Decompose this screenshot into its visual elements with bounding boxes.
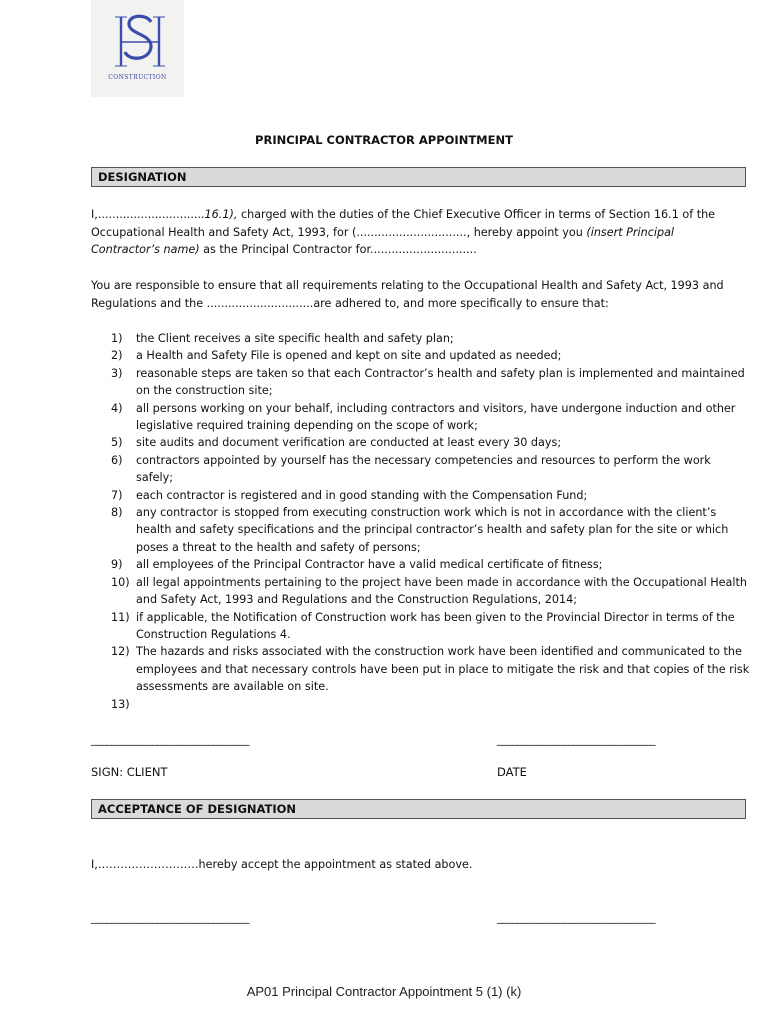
list-item-number: 1) <box>111 332 123 345</box>
list-item <box>91 487 751 504</box>
list-item <box>91 347 751 364</box>
list-item-text: all persons working on your behalf, including contractors and visitors, have undergone induction and other legislative required training depending on the scope of work; <box>136 401 736 433</box>
list-item <box>91 452 751 487</box>
acceptance-text: I,………………………hereby accept the appointment as stated above. <box>91 858 473 871</box>
designation-text-end: as the Principal Contractor for.............................. <box>199 243 477 256</box>
page-footer: AP01 Principal Contractor Appointment 5 (1) (k) <box>246 984 522 999</box>
list-item <box>91 556 751 573</box>
list-item-text: The hazards and risks associated with the construction work have been identified and communicated to the employees and that necessary controls have been put in place to mitigate the risk and that copies of the risk assessments are available on site. <box>136 645 750 694</box>
list-item-number: 11) <box>111 610 130 624</box>
list-item <box>91 574 751 609</box>
list-item-text: all legal appointments pertaining to the project have been made in accordance with the Occupational Health and Safety Act, 1993 and Regulations and the Construction Regulations, 2014; <box>136 575 748 607</box>
list-item-number: 6) <box>111 453 123 467</box>
designation-text-start: I,.............................. <box>91 208 205 221</box>
logo-caption: CONSTRUCTION <box>108 74 167 81</box>
client-signature-line: _______________________________ <box>91 733 250 746</box>
list-item <box>91 504 751 556</box>
designation-paragraph <box>91 206 746 259</box>
duties-list <box>91 330 751 711</box>
list-item-number: 4) <box>111 401 123 415</box>
list-item-number: 8) <box>111 506 123 520</box>
list-item <box>91 365 751 400</box>
list-item-text: any contractor is stopped from executing construction work which is not in accordance with the client’s health and safety specifications and the principal contractor’s health and safety plan for the site or which poses a threat to the health and safety of persons; <box>136 506 729 554</box>
list-item <box>91 434 751 451</box>
list-item-number: 7) <box>111 488 123 502</box>
list-item-text: contractors appointed by yourself has the necessary competencies and resources to perform the work safely; <box>136 453 711 485</box>
list-item-number: 13) <box>111 697 130 711</box>
list-item-number: 12) <box>111 645 130 659</box>
list-item <box>91 643 751 695</box>
list-item-number: 10) <box>111 575 130 589</box>
list-item <box>91 609 751 644</box>
list-item <box>91 400 751 435</box>
list-item-number: 9) <box>111 558 123 572</box>
list-item-text: if applicable, the Notification of Construction work has been given to the Provincial Director in terms of the Construction Regulations 4. <box>136 610 735 641</box>
designation-text-middle: charged with the duties of the Chief Executive Officer in terms of Section 16.1 of the Occupational Health and Safety Act, 1993, for (..............................., hereby appoint you <box>91 208 716 239</box>
list-item-text: a Health and Safety File is opened and kept on site and updated as needed; <box>136 349 562 363</box>
company-logo <box>91 0 184 97</box>
list-item-number: 3) <box>111 366 123 380</box>
shs-monogram-icon <box>91 0 184 97</box>
date-label: DATE <box>497 765 527 779</box>
list-item-text: reasonable steps are taken so that each Contractor’s health and safety plan is implemented and maintained on the construction site; <box>136 366 745 398</box>
list-item-text: site audits and document verification are conducted at least every 30 days; <box>136 436 562 450</box>
list-item-text: all employees of the Principal Contractor have a valid medical certificate of fitness; <box>136 558 603 572</box>
list-item-number: 5) <box>111 436 123 450</box>
list-item-text: the Client receives a site specific health and safety plan; <box>136 332 454 345</box>
designation-section-ref: 16.1), <box>204 208 238 221</box>
date-line: _______________________________ <box>497 733 656 746</box>
list-item-text: each contractor is registered and in good standing with the Compensation Fund; <box>136 488 588 502</box>
list-item <box>91 330 751 347</box>
designation-heading: DESIGNATION <box>91 167 746 187</box>
sign-client-label: SIGN: CLIENT <box>91 765 168 779</box>
designation-insert-name-note: (insert Principal Contractor’s name) <box>91 225 675 256</box>
document-title: PRINCIPAL CONTRACTOR APPOINTMENT <box>255 133 513 147</box>
responsibility-paragraph: You are responsible to ensure that all requirements relating to the Occupational Health and Safety Act, 1993 and Regulations and the ..............................are adhered to, and more specifically to ensure that: <box>91 279 724 310</box>
acceptance-signature-line: _______________________________ <box>91 911 250 924</box>
list-item-number: 2) <box>111 349 123 363</box>
acceptance-date-line: _______________________________ <box>497 911 656 924</box>
acceptance-heading: ACCEPTANCE OF DESIGNATION <box>91 799 746 819</box>
